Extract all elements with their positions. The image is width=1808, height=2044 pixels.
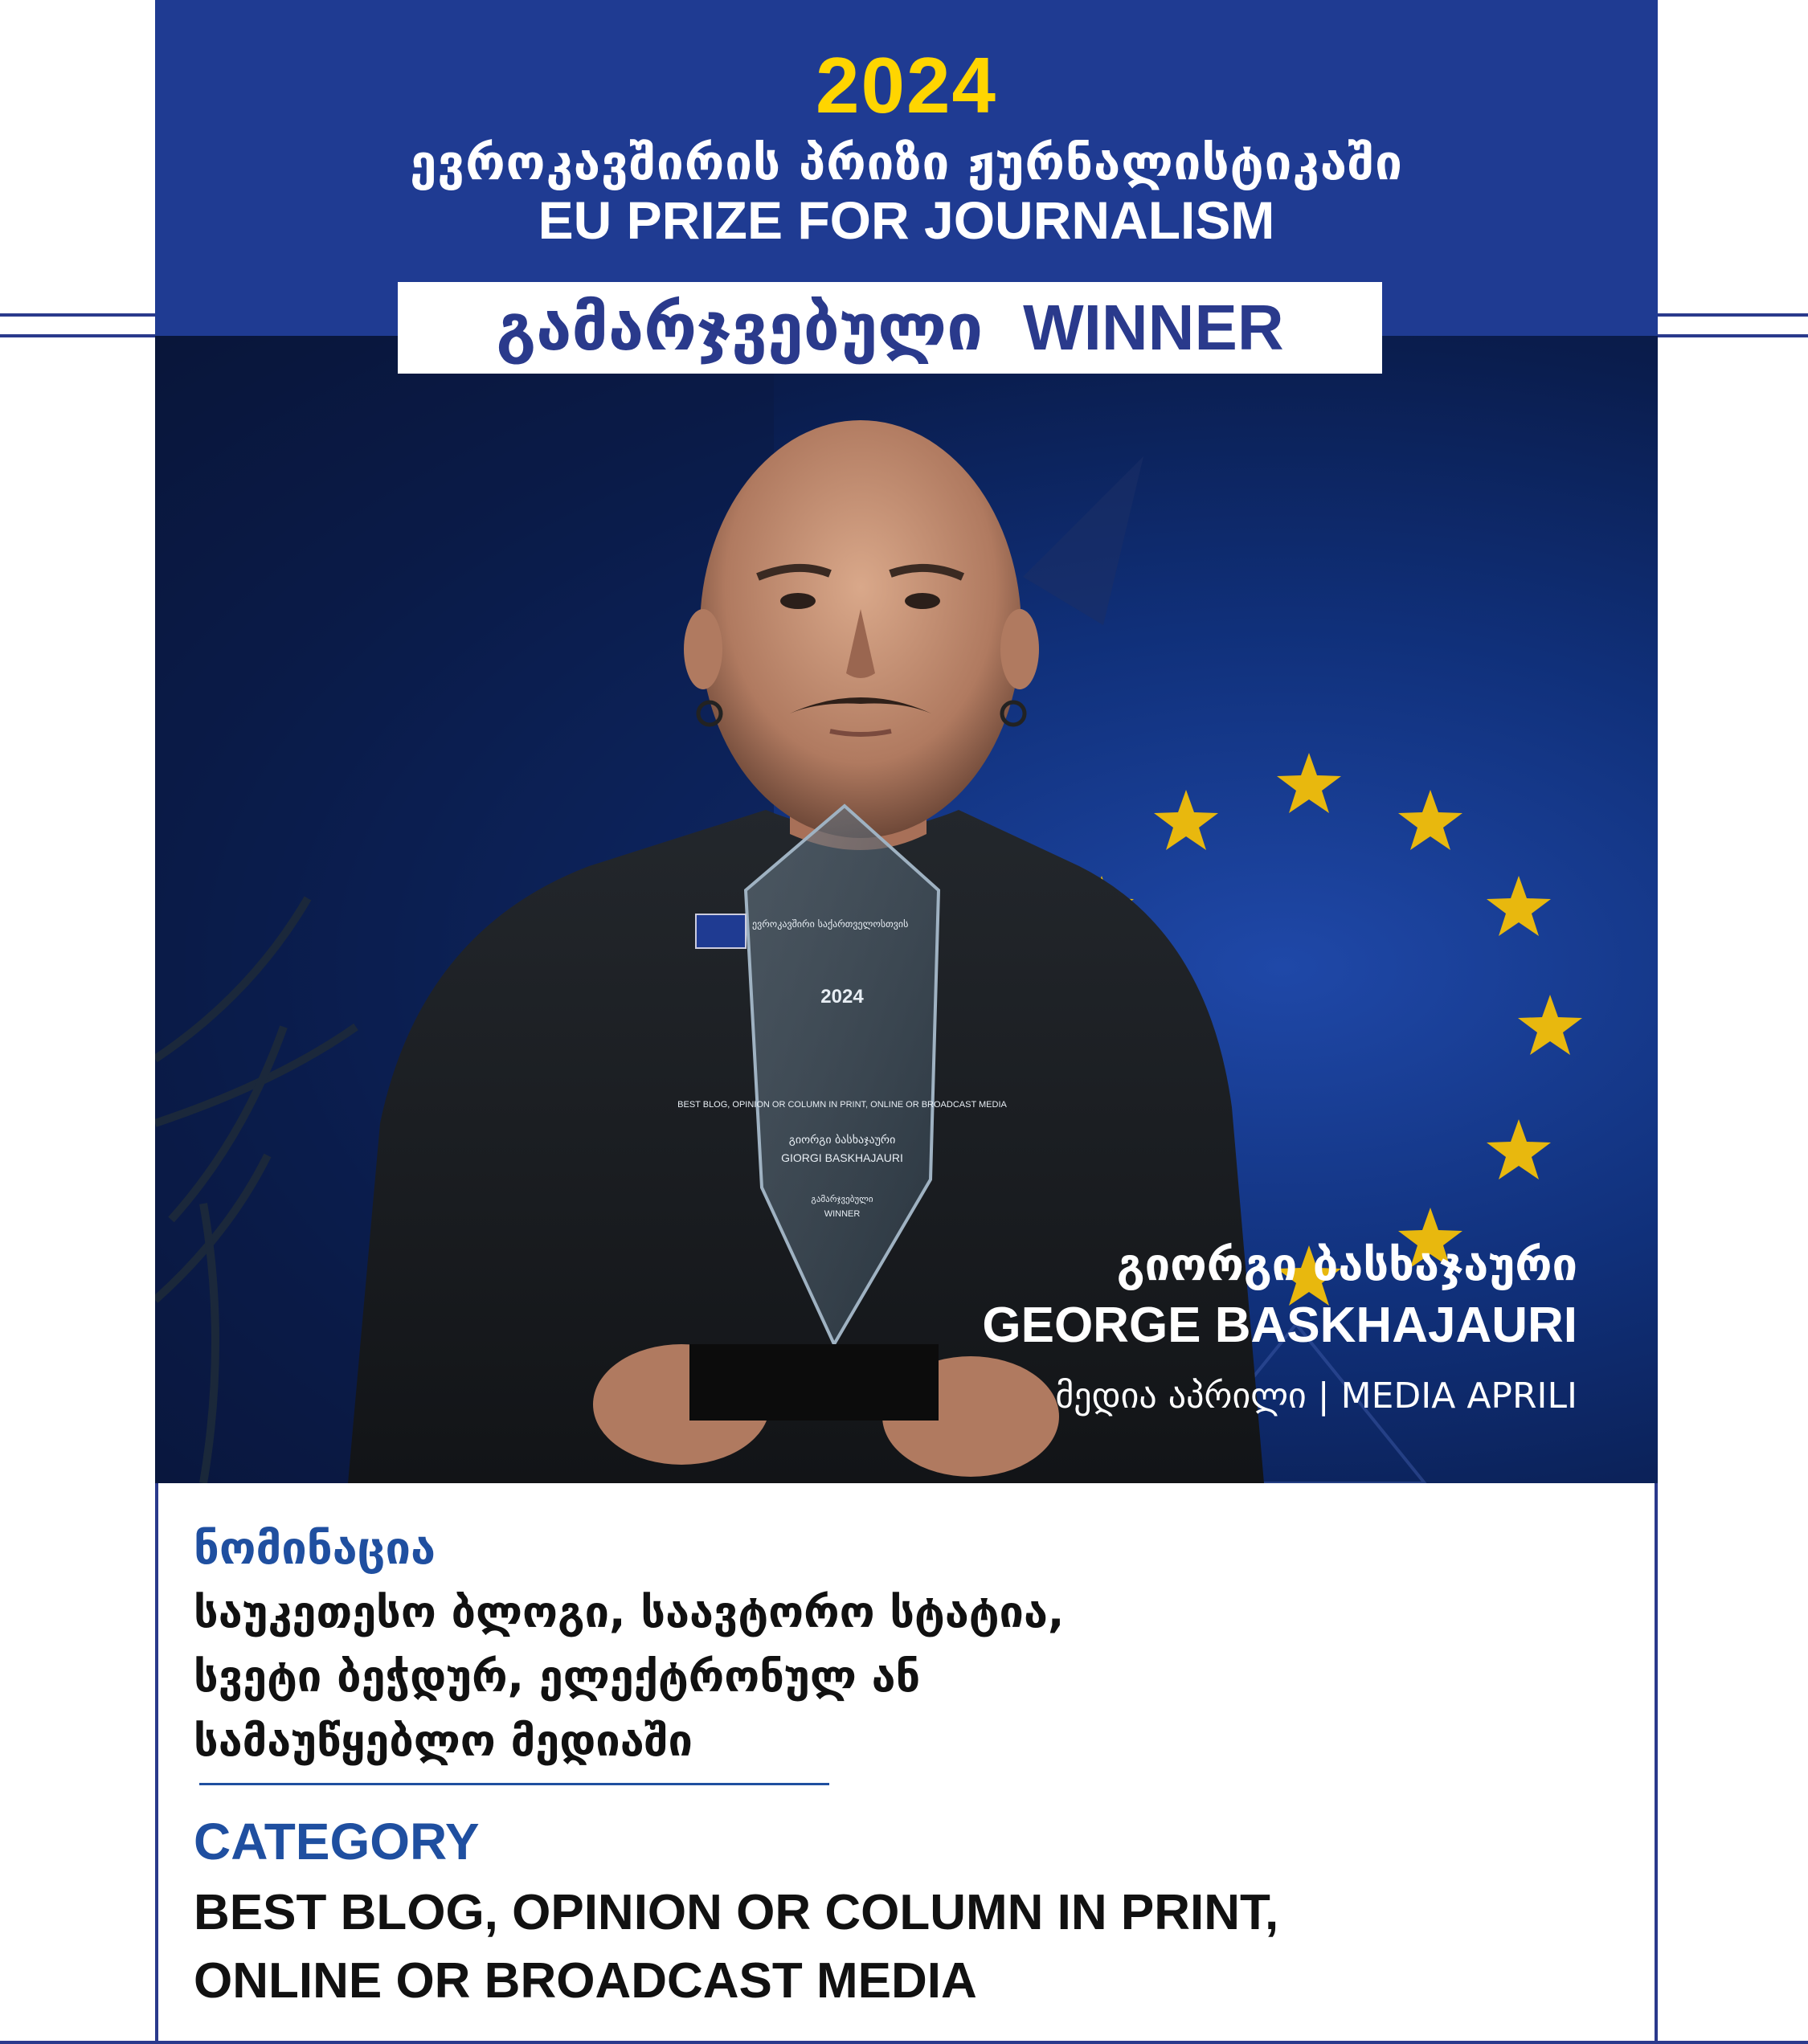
frame-line-top-right-2 — [1658, 334, 1808, 337]
eu-star — [1487, 1119, 1551, 1179]
winner-badge-georgian: გამარჯვებული — [496, 290, 984, 365]
eu-star — [1154, 790, 1218, 850]
person-ear-right — [1000, 609, 1039, 689]
nomination-label: ნომინაცია — [194, 1523, 436, 1575]
frame-line-top-right — [1658, 313, 1808, 317]
category-label: CATEGORY — [194, 1813, 480, 1870]
eu-star — [1277, 753, 1341, 813]
trophy-winner-ka: გამარჯვებული — [811, 1194, 873, 1204]
nomination-line: სამაუწყებლო მედიაში — [194, 1715, 693, 1766]
decor-shape — [1023, 456, 1143, 625]
trophy-name-ka: გიორგი ბასხაჯაური — [788, 1134, 896, 1147]
prize-title-english: EU PRIZE FOR JOURNALISM — [538, 190, 1275, 250]
winner-name-english: GEORGE BASKHAJAURI — [982, 1298, 1577, 1353]
eye-left — [780, 593, 816, 609]
prize-title-georgian: ევროკავშირის პრიზი ჟურნალისტიკაში — [410, 135, 1403, 191]
category-line: ONLINE OR BROADCAST MEDIA — [194, 1953, 977, 2009]
trophy-category: BEST BLOG, OPINION OR COLUMN IN PRINT, ONLINE OR BROADCAST MEDIA — [677, 1100, 1007, 1110]
frame-line-left — [155, 1483, 158, 2044]
frame-line-top-left — [0, 313, 157, 317]
nomination-line: საუკეთესო ბლოგი, საავტორო სტატია, — [194, 1587, 1065, 1637]
category-line: BEST BLOG, OPINION OR COLUMN IN PRINT, — [194, 1885, 1279, 1940]
winner-badge — [398, 282, 1382, 374]
trophy-org: ევროკავშირი საქართველოსთვის — [752, 918, 909, 930]
frame-line-bottom — [0, 2041, 1808, 2044]
frame-line-top-left-2 — [0, 334, 157, 337]
winner-organization: მედია აპრილი | MEDIA APRILI — [1055, 1376, 1577, 1416]
winner-name-georgian: გიორგი ბასხაჯაური — [1116, 1239, 1577, 1291]
trophy-winner-en: WINNER — [824, 1209, 861, 1219]
trophy-base — [689, 1344, 939, 1421]
winner-badge-english: WINNER — [1023, 292, 1284, 363]
eu-star — [1487, 876, 1551, 936]
frame-line-right — [1655, 1483, 1658, 2044]
eye-right — [905, 593, 940, 609]
trophy-name-en: GIORGI BASKHAJAURI — [781, 1151, 903, 1164]
trophy-eu-flag-icon — [696, 914, 746, 948]
year-heading: 2024 — [815, 41, 997, 129]
person-ear-left — [684, 609, 722, 689]
eu-star — [1518, 995, 1582, 1055]
eu-star — [1398, 790, 1462, 850]
nomination-line: სვეტი ბეჭდურ, ელექტრონულ ან — [194, 1651, 921, 1702]
trophy-year: 2024 — [820, 986, 864, 1008]
section-divider — [199, 1783, 829, 1785]
